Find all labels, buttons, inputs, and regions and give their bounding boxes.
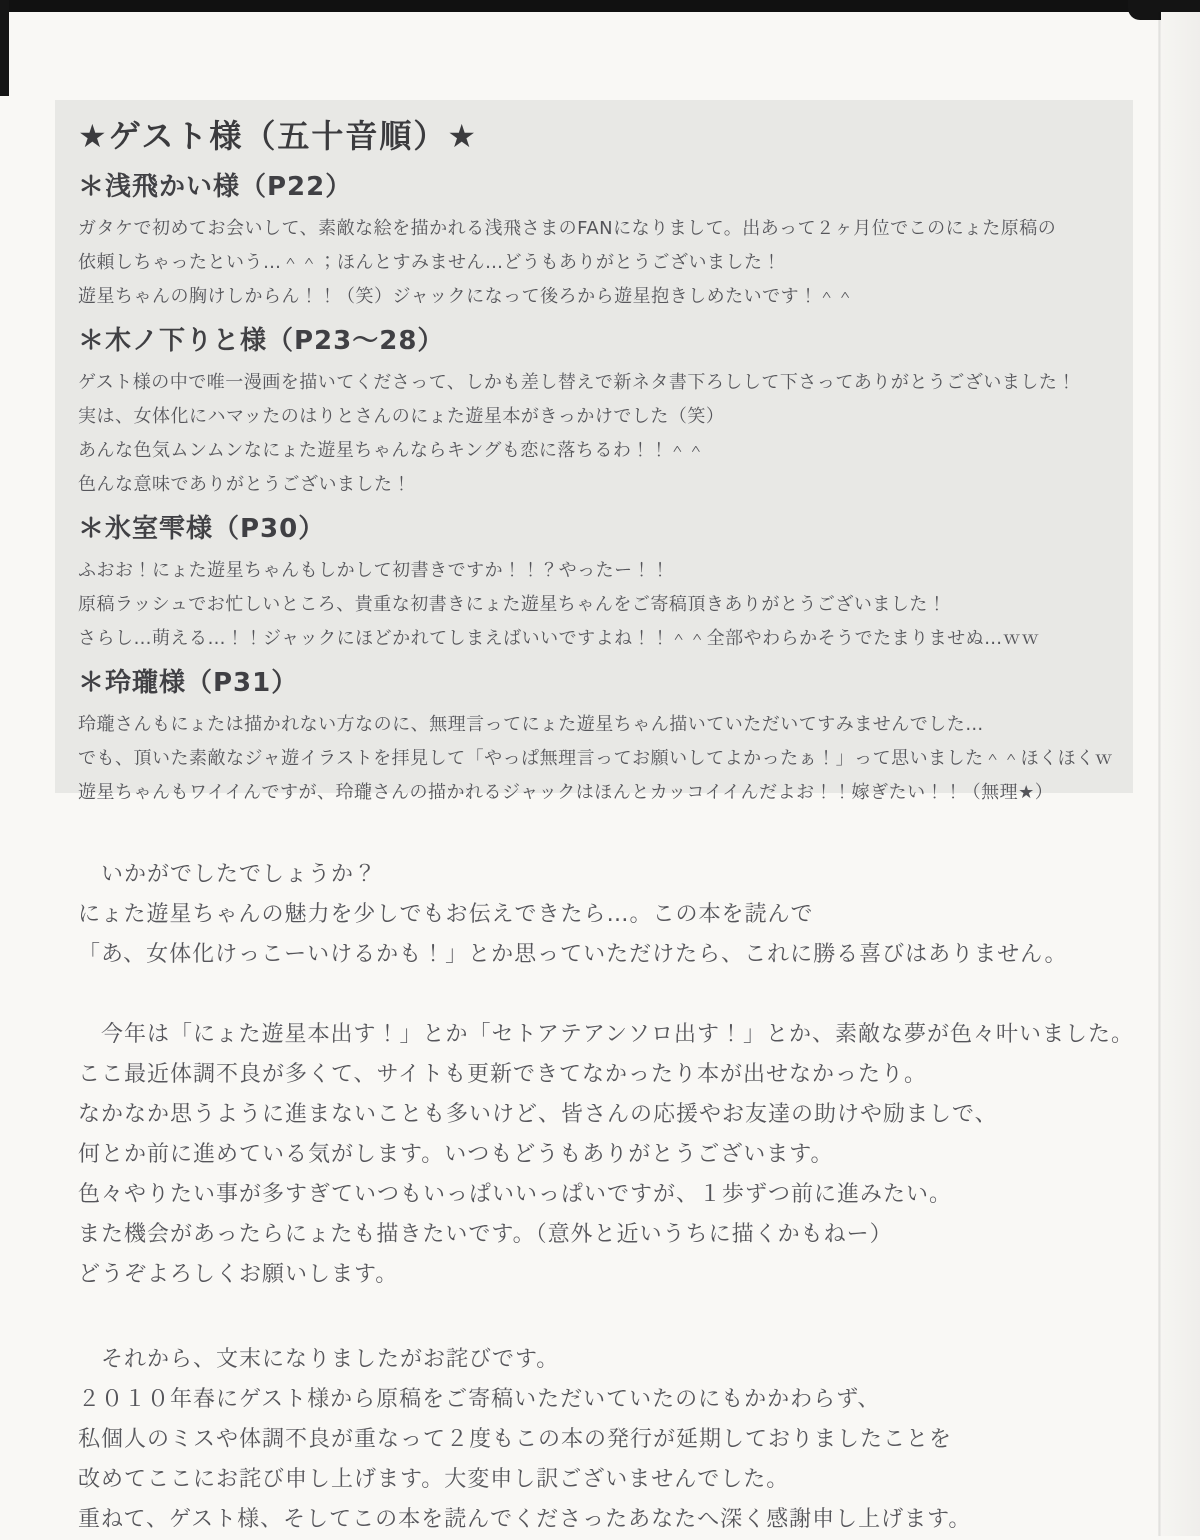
guest-entry-name: ＊浅飛かい様（P22）	[78, 172, 353, 202]
afterword-line: 「あ、女体化けっこーいけるかも！」とか思っていただけたら、これに勝る喜びはありません。	[78, 942, 1068, 967]
guest-entry-asahi	[78, 170, 1111, 314]
guest-entry-himuro	[78, 512, 1111, 656]
guest-entry-name: ＊木ノ下りと様（P23～28）	[78, 326, 445, 356]
afterword-line: それから、文末になりましたがお詫びです。	[78, 1347, 560, 1372]
guest-entry-kinoshita	[78, 324, 1111, 502]
afterword-paragraph-closing-hopes	[78, 855, 1163, 975]
scan-artifact-left-edge	[0, 0, 9, 96]
guest-credits-box	[55, 100, 1133, 803]
guest-entry-name: ＊氷室雫様（P30）	[78, 514, 326, 544]
guest-comment-line: 色んな意味でありがとうございました！	[78, 474, 411, 495]
afterword-line: ２０１０年春にゲスト様から原稿をご寄稿いただいていたのにもかかわらず、	[78, 1387, 881, 1412]
page-right-shading	[1161, 12, 1200, 1536]
guest-comment-line: ゲスト様の中で唯一漫画を描いてくださって、しかも差し替えで新ネタ書下ろしして下さってありがとうございました！	[78, 372, 1076, 393]
guest-comment-line: あんな色気ムンムンなにょた遊星ちゃんならキングも恋に落ちるわ！！＾＾	[78, 440, 706, 461]
page-fold-line	[1158, 12, 1161, 1536]
guest-comment-line: ふおお！にょた遊星ちゃんもしかして初書きですか！！？やったー！！	[78, 560, 670, 581]
afterword-line: 何とか前に進めている気がします。いつもどうもありがとうございます。	[78, 1142, 834, 1167]
afterword-line: 私個人のミスや体調不良が重なって２度もこの本の発行が延期しておりましたことを	[78, 1427, 953, 1452]
afterword-line: 色々やりたい事が多すぎていつもいっぱいいっぱいですが、１歩ずつ前に進みたい。	[78, 1182, 953, 1207]
guest-comment-line: 依頼しちゃったという…＾＾；ほんとすみません…どうもありがとうございました！	[78, 252, 781, 273]
guest-entry-reirou	[78, 666, 1114, 810]
guest-box-title: ★ゲスト様（五十音順）★	[78, 117, 479, 155]
guest-comment-line: 玲瓏さんもにょたは描かれない方なのに、無理言ってにょた遊星ちゃん描いていただいてすみませんでした…	[78, 714, 984, 735]
guest-comment-line: 実は、女体化にハマッたのはりとさんのにょた遊星本がきっかけでした（笑）	[78, 406, 725, 427]
afterword-line: なかなか思うように進まないことも多いけど、皆さんの応援やお友達の助けや励ましで、	[78, 1102, 998, 1127]
afterword-line: 今年は「にょた遊星本出す！」とか「セトアテアンソロ出す！」とか、素敵な夢が色々叶いました。	[78, 1022, 1135, 1047]
guest-comment-line: 原稿ラッシュでお忙しいところ、貴重な初書きにょた遊星ちゃんをご寄稿頂きありがとうございました！	[78, 594, 947, 615]
afterword-line: 重ねて、ゲスト様、そしてこの本を読んでくださったあなたへ深く感謝申し上げます。	[78, 1507, 972, 1532]
guest-entry-name: ＊玲瓏様（P31）	[78, 668, 299, 698]
guest-comment-line: さらし…萌える…！！ジャックにほどかれてしまえばいいですよね！！＾＾全部やわらかそうでたまりませぬ…ｗｗ	[78, 628, 1040, 649]
afterword-line: にょた遊星ちゃんの魅力を少しでもお伝えできたら…。この本を読んで	[78, 902, 814, 927]
afterword-line: いかがでしたでしょうか？	[78, 862, 378, 887]
guest-comment-line: 遊星ちゃんもワイイんですが、玲瓏さんの描かれるジャックはほんとカッコイイんだよお！！嫁ぎたい！！（無理★）	[78, 782, 1054, 803]
guest-comment-line: でも、頂いた素敵なジャ遊イラストを拝見して「やっぱ無理言ってお願いしてよかったぁ！」って思いました＾＾ほくほくｗ	[78, 748, 1114, 769]
scan-artifact-top-edge	[0, 0, 1200, 12]
afterword-line: ここ最近体調不良が多くて、サイトも更新できてなかったり本が出せなかったり。	[78, 1062, 928, 1087]
afterword-line: また機会があったらにょたも描きたいです。（意外と近いうちに描くかもねー）	[78, 1222, 893, 1247]
afterword-line: 改めてここにお詫び申し上げます。大変申し訳ございませんでした。	[78, 1467, 790, 1492]
afterword-line: どうぞよろしくお願いします。	[78, 1262, 399, 1287]
afterword-paragraph-apology	[78, 1340, 1163, 1540]
afterword-paragraph-year-reflection	[78, 1015, 1163, 1295]
guest-comment-line: 遊星ちゃんの胸けしからん！！（笑）ジャックになって後ろから遊星抱きしめたいです！＾＾	[78, 286, 855, 307]
guest-comment-line: ガタケで初めてお会いして、素敵な絵を描かれる浅飛さまのFANになりまして。出あって２ヶ月位でこのにょた原稿の	[78, 218, 1057, 239]
